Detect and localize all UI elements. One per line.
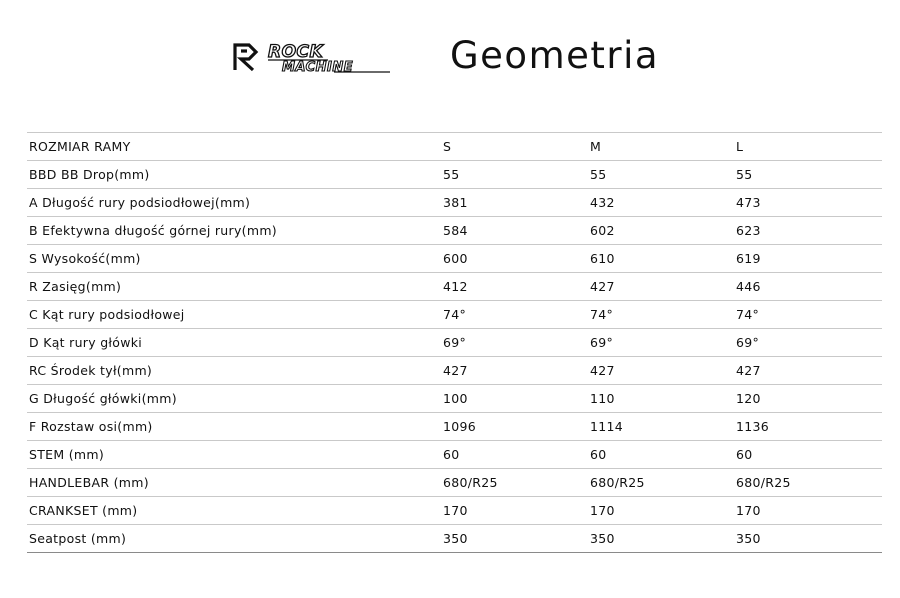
cell-size-m: 427 <box>588 273 734 301</box>
table-row <box>27 385 882 413</box>
cell-size-l: 680/R25 <box>734 469 882 497</box>
cell-size-l: 170 <box>734 497 882 525</box>
table-row <box>27 245 882 273</box>
row-label: CRANKSET (mm) <box>27 497 441 525</box>
table-row <box>27 413 882 441</box>
row-label: BBD BB Drop(mm) <box>27 161 441 189</box>
row-label: C Kąt rury podsiodłowej <box>27 301 441 329</box>
cell-size-s: 680/R25 <box>441 469 588 497</box>
table-row <box>27 161 882 189</box>
table-row <box>27 497 882 525</box>
cell-size-m: 170 <box>588 497 734 525</box>
cell-size-s: 427 <box>441 357 588 385</box>
rock-machine-logo <box>232 40 394 74</box>
geometry-table-body <box>27 161 882 553</box>
column-header-size-m: M <box>588 133 734 161</box>
table-row <box>27 301 882 329</box>
cell-size-l: 120 <box>734 385 882 413</box>
cell-size-l: 350 <box>734 525 882 553</box>
cell-size-s: 74° <box>441 301 588 329</box>
table-row <box>27 189 882 217</box>
cell-size-m: 69° <box>588 329 734 357</box>
cell-size-l: 446 <box>734 273 882 301</box>
row-label: A Długość rury podsiodłowej(mm) <box>27 189 441 217</box>
cell-size-l: 1136 <box>734 413 882 441</box>
cell-size-l: 69° <box>734 329 882 357</box>
cell-size-l: 623 <box>734 217 882 245</box>
cell-size-s: 1096 <box>441 413 588 441</box>
cell-size-m: 610 <box>588 245 734 273</box>
cell-size-l: 60 <box>734 441 882 469</box>
table-header-row <box>27 133 882 161</box>
table-row <box>27 357 882 385</box>
cell-size-m: 602 <box>588 217 734 245</box>
cell-size-m: 60 <box>588 441 734 469</box>
row-label: S Wysokość(mm) <box>27 245 441 273</box>
table-row <box>27 273 882 301</box>
cell-size-s: 412 <box>441 273 588 301</box>
cell-size-s: 170 <box>441 497 588 525</box>
cell-size-l: 55 <box>734 161 882 189</box>
cell-size-m: 680/R25 <box>588 469 734 497</box>
cell-size-s: 381 <box>441 189 588 217</box>
row-label: G Długość główki(mm) <box>27 385 441 413</box>
column-header-size-s: S <box>441 133 588 161</box>
row-label: Seatpost (mm) <box>27 525 441 553</box>
cell-size-l: 427 <box>734 357 882 385</box>
cell-size-s: 600 <box>441 245 588 273</box>
svg-text:ROCK: ROCK <box>268 42 324 62</box>
row-label: D Kąt rury główki <box>27 329 441 357</box>
column-header-frame-size: ROZMIAR RAMY <box>27 133 441 161</box>
cell-size-m: 1114 <box>588 413 734 441</box>
cell-size-s: 100 <box>441 385 588 413</box>
cell-size-m: 55 <box>588 161 734 189</box>
table-row <box>27 525 882 553</box>
row-label: RC Środek tył(mm) <box>27 357 441 385</box>
table-row <box>27 329 882 357</box>
table-row <box>27 441 882 469</box>
row-label: HANDLEBAR (mm) <box>27 469 441 497</box>
cell-size-m: 110 <box>588 385 734 413</box>
cell-size-l: 473 <box>734 189 882 217</box>
cell-size-m: 350 <box>588 525 734 553</box>
svg-text:MACHINE: MACHINE <box>282 60 354 74</box>
row-label: B Efektywna długość górnej rury(mm) <box>27 217 441 245</box>
geometry-table <box>27 132 882 553</box>
cell-size-m: 74° <box>588 301 734 329</box>
cell-size-m: 427 <box>588 357 734 385</box>
cell-size-l: 74° <box>734 301 882 329</box>
cell-size-s: 350 <box>441 525 588 553</box>
column-header-size-l: L <box>734 133 882 161</box>
page-header <box>0 0 900 120</box>
cell-size-s: 60 <box>441 441 588 469</box>
table-row <box>27 469 882 497</box>
cell-size-s: 69° <box>441 329 588 357</box>
row-label: F Rozstaw osi(mm) <box>27 413 441 441</box>
row-label: R Zasięg(mm) <box>27 273 441 301</box>
row-label: STEM (mm) <box>27 441 441 469</box>
cell-size-l: 619 <box>734 245 882 273</box>
page-title: Geometria <box>450 34 660 77</box>
table-row <box>27 217 882 245</box>
cell-size-s: 584 <box>441 217 588 245</box>
cell-size-m: 432 <box>588 189 734 217</box>
cell-size-s: 55 <box>441 161 588 189</box>
